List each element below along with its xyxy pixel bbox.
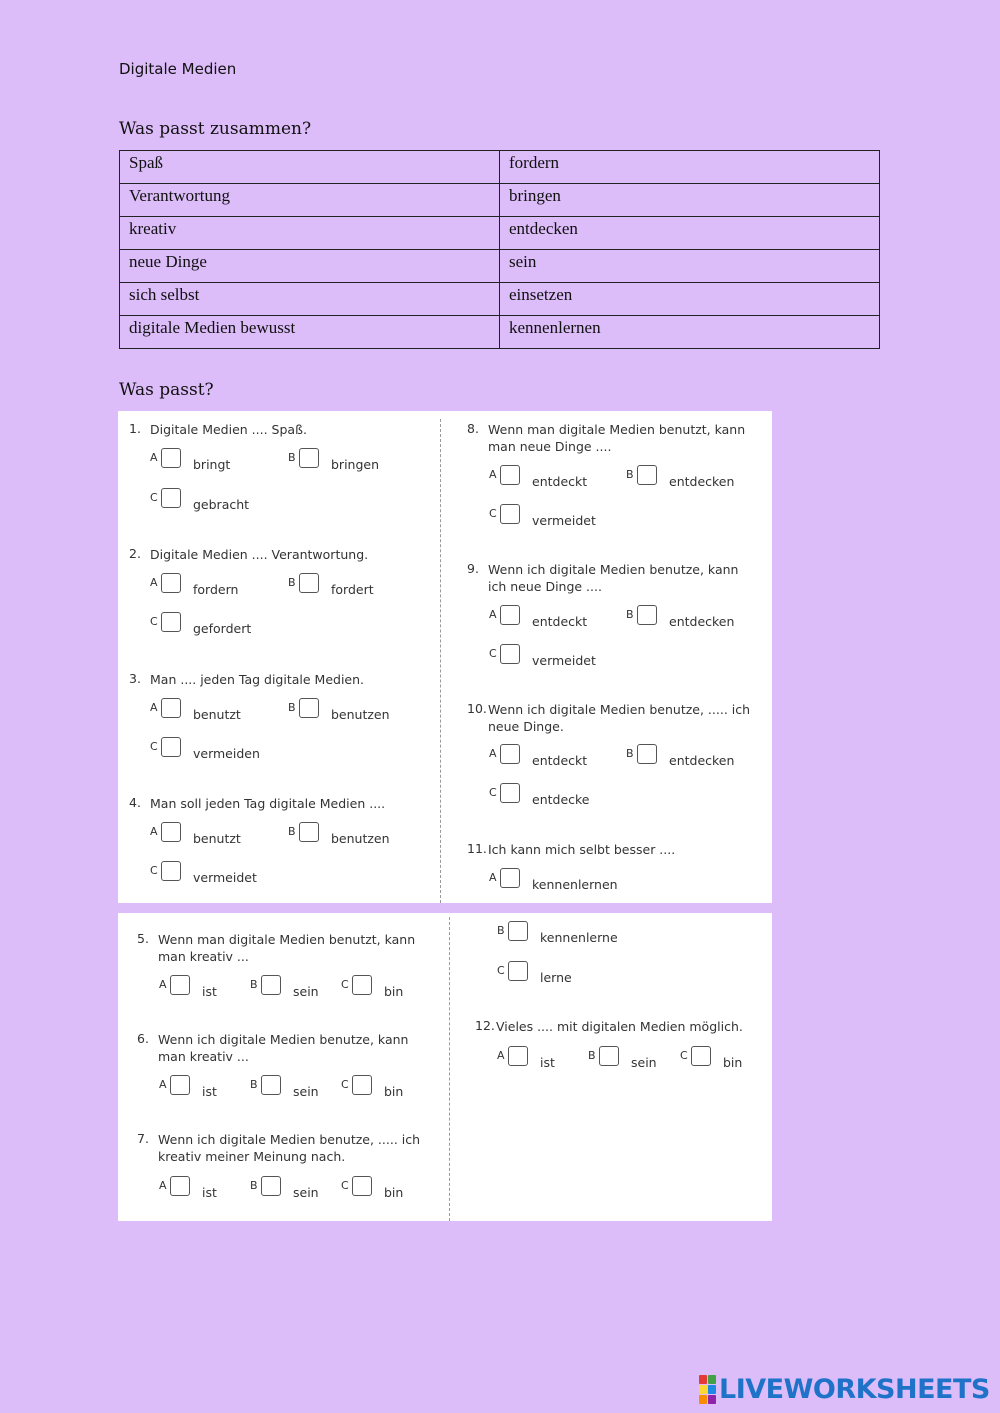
option-label: vermeiden	[193, 746, 260, 761]
answer-checkbox[interactable]	[500, 605, 520, 625]
option-letter: B	[250, 1179, 258, 1192]
option-letter: B	[288, 576, 296, 589]
answer-checkbox[interactable]	[500, 644, 520, 664]
answer-checkbox[interactable]	[161, 737, 181, 757]
question-text: Wenn man digitale Medien benutzt, kann man neue Dinge ....	[488, 422, 746, 454]
question-number: 7.	[137, 1131, 149, 1146]
option-label: ist	[202, 1084, 217, 1099]
table-row	[120, 283, 880, 316]
answer-checkbox[interactable]	[161, 448, 181, 468]
question-text: Wenn ich digitale Medien benutze, kann ich neue Dinge ....	[488, 562, 739, 594]
option-label: gefordert	[193, 621, 252, 636]
option-label: sein	[293, 1084, 319, 1099]
option-label: bin	[723, 1055, 743, 1070]
option-letter: C	[150, 740, 158, 753]
option-label: sein	[293, 984, 319, 999]
answer-checkbox[interactable]	[299, 698, 319, 718]
liveworksheets-logo	[699, 1374, 990, 1405]
option-letter: C	[341, 1179, 349, 1192]
option-label: gebracht	[193, 497, 250, 512]
question-number: 8.	[467, 421, 479, 436]
column-divider	[440, 419, 441, 903]
option-label: ist	[202, 1185, 217, 1200]
table-cell-right: kennenlernen	[500, 316, 880, 349]
option-label: benutzen	[331, 707, 390, 722]
quiz-panel-1	[118, 411, 772, 903]
answer-checkbox[interactable]	[170, 1176, 190, 1196]
option-letter: A	[497, 1049, 505, 1062]
option-label: entdecken	[669, 753, 735, 768]
option-label: bringen	[331, 457, 380, 472]
table-cell-left: Spaß	[120, 151, 500, 184]
option-label: ist	[540, 1055, 555, 1070]
option-letter: C	[150, 864, 158, 877]
answer-checkbox[interactable]	[599, 1046, 619, 1066]
table-cell-right: bringen	[500, 184, 880, 217]
logo-icon	[699, 1375, 716, 1404]
answer-checkbox[interactable]	[637, 605, 657, 625]
option-letter: B	[250, 978, 258, 991]
table-cell-right: fordern	[500, 151, 880, 184]
answer-checkbox[interactable]	[500, 783, 520, 803]
question-number: 11.	[467, 841, 487, 856]
answer-checkbox[interactable]	[637, 465, 657, 485]
question-number: 1.	[129, 421, 141, 436]
question-text: Vieles .... mit digitalen Medien möglich.	[496, 1019, 743, 1034]
question-number: 6.	[137, 1031, 149, 1046]
question-number: 4.	[129, 795, 141, 810]
table-cell-left: Verantwortung	[120, 184, 500, 217]
table-row	[120, 250, 880, 283]
option-label: entdeckt	[532, 614, 588, 629]
question-number: 12.	[475, 1018, 495, 1033]
answer-checkbox[interactable]	[161, 698, 181, 718]
option-letter: A	[150, 825, 158, 838]
option-label: bringt	[193, 457, 231, 472]
answer-checkbox[interactable]	[170, 1075, 190, 1095]
option-label: vermeidet	[532, 653, 596, 668]
answer-checkbox[interactable]	[161, 822, 181, 842]
answer-checkbox[interactable]	[352, 975, 372, 995]
table-cell-right: sein	[500, 250, 880, 283]
quiz-panel-2	[118, 913, 772, 1221]
answer-checkbox[interactable]	[508, 1046, 528, 1066]
option-letter: B	[497, 924, 505, 937]
option-letter: A	[150, 576, 158, 589]
option-label: lerne	[540, 970, 572, 985]
option-letter: C	[680, 1049, 688, 1062]
option-letter: C	[489, 507, 497, 520]
answer-checkbox[interactable]	[261, 1075, 281, 1095]
answer-checkbox[interactable]	[161, 861, 181, 881]
answer-checkbox[interactable]	[500, 465, 520, 485]
table-cell-left: sich selbst	[120, 283, 500, 316]
option-letter: A	[159, 1078, 167, 1091]
option-letter: A	[150, 451, 158, 464]
question-text: Wenn ich digitale Medien benutze, ..... ich neue Dinge.	[488, 702, 751, 734]
option-label: bin	[384, 984, 404, 999]
answer-checkbox[interactable]	[508, 921, 528, 941]
option-letter: A	[489, 871, 497, 884]
column-divider	[449, 917, 450, 1221]
question-text: Digitale Medien .... Verantwortung.	[150, 547, 369, 562]
brand-name: LIVEWORKSHEETS	[719, 1374, 990, 1405]
answer-checkbox[interactable]	[261, 1176, 281, 1196]
question-text: Ich kann mich selbt besser ....	[488, 842, 676, 857]
option-letter: C	[489, 786, 497, 799]
question-number: 2.	[129, 546, 141, 561]
table-cell-left: digitale Medien bewusst	[120, 316, 500, 349]
option-label: entdeckt	[532, 753, 588, 768]
section-heading-quiz: Was passt?	[119, 380, 214, 400]
option-letter: A	[489, 608, 497, 621]
answer-checkbox[interactable]	[161, 573, 181, 593]
table-cell-left: kreativ	[120, 217, 500, 250]
option-letter: B	[288, 451, 296, 464]
option-letter: C	[150, 491, 158, 504]
answer-checkbox[interactable]	[500, 744, 520, 764]
table-cell-left: neue Dinge	[120, 250, 500, 283]
table-row	[120, 217, 880, 250]
option-letter: B	[288, 825, 296, 838]
option-letter: B	[250, 1078, 258, 1091]
answer-checkbox[interactable]	[508, 961, 528, 981]
option-letter: B	[626, 468, 634, 481]
question-text: Wenn man digitale Medien benutzt, kann man kreativ ...	[158, 932, 416, 964]
option-label: fordern	[193, 582, 239, 597]
option-label: entdecken	[669, 474, 735, 489]
option-label: sein	[293, 1185, 319, 1200]
option-label: fordert	[331, 582, 374, 597]
answer-checkbox[interactable]	[299, 573, 319, 593]
option-letter: A	[489, 468, 497, 481]
answer-checkbox[interactable]	[170, 975, 190, 995]
answer-checkbox[interactable]	[637, 744, 657, 764]
table-row	[120, 184, 880, 217]
question-number: 5.	[137, 931, 149, 946]
option-label: entdecke	[532, 792, 590, 807]
answer-checkbox[interactable]	[161, 612, 181, 632]
option-letter: B	[626, 608, 634, 621]
option-label: benutzt	[193, 707, 241, 722]
matching-table	[119, 150, 880, 349]
answer-checkbox[interactable]	[261, 975, 281, 995]
worksheet-title: Digitale Medien	[119, 60, 237, 78]
option-letter: B	[626, 747, 634, 760]
table-cell-right: einsetzen	[500, 283, 880, 316]
option-letter: A	[150, 701, 158, 714]
option-label: bin	[384, 1084, 404, 1099]
question-text: Man soll jeden Tag digitale Medien ....	[150, 796, 386, 811]
answer-checkbox[interactable]	[352, 1176, 372, 1196]
option-letter: C	[341, 1078, 349, 1091]
option-label: vermeidet	[193, 870, 257, 885]
option-letter: B	[588, 1049, 596, 1062]
question-text: Wenn ich digitale Medien benutze, kann man kreativ ...	[158, 1032, 409, 1064]
answer-checkbox[interactable]	[691, 1046, 711, 1066]
option-label: benutzen	[331, 831, 390, 846]
option-letter: C	[150, 615, 158, 628]
answer-checkbox[interactable]	[500, 504, 520, 524]
option-label: kennenlernen	[532, 877, 618, 892]
option-label: ist	[202, 984, 217, 999]
option-label: sein	[631, 1055, 657, 1070]
option-label: vermeidet	[532, 513, 596, 528]
question-number: 3.	[129, 671, 141, 686]
option-label: entdeckt	[532, 474, 588, 489]
option-letter: A	[159, 1179, 167, 1192]
question-text: Man .... jeden Tag digitale Medien.	[150, 672, 365, 687]
section-heading-matching: Was passt zusammen?	[119, 119, 312, 139]
question-number: 10.	[467, 701, 487, 716]
option-letter: C	[489, 647, 497, 660]
option-label: kennenlerne	[540, 930, 618, 945]
option-label: bin	[384, 1185, 404, 1200]
table-row	[120, 316, 880, 349]
answer-checkbox[interactable]	[352, 1075, 372, 1095]
table-row	[120, 151, 880, 184]
table-cell-right: entdecken	[500, 217, 880, 250]
answer-checkbox[interactable]	[299, 448, 319, 468]
question-text: Wenn ich digitale Medien benutze, ..... ich kreativ meiner Meinung nach.	[158, 1132, 421, 1164]
answer-checkbox[interactable]	[161, 488, 181, 508]
option-label: benutzt	[193, 831, 241, 846]
option-letter: A	[159, 978, 167, 991]
question-number: 9.	[467, 561, 479, 576]
question-text: Digitale Medien .... Spaß.	[150, 422, 307, 437]
option-letter: A	[489, 747, 497, 760]
answer-checkbox[interactable]	[299, 822, 319, 842]
option-letter: B	[288, 701, 296, 714]
option-label: entdecken	[669, 614, 735, 629]
option-letter: C	[497, 964, 505, 977]
answer-checkbox[interactable]	[500, 868, 520, 888]
option-letter: C	[341, 978, 349, 991]
